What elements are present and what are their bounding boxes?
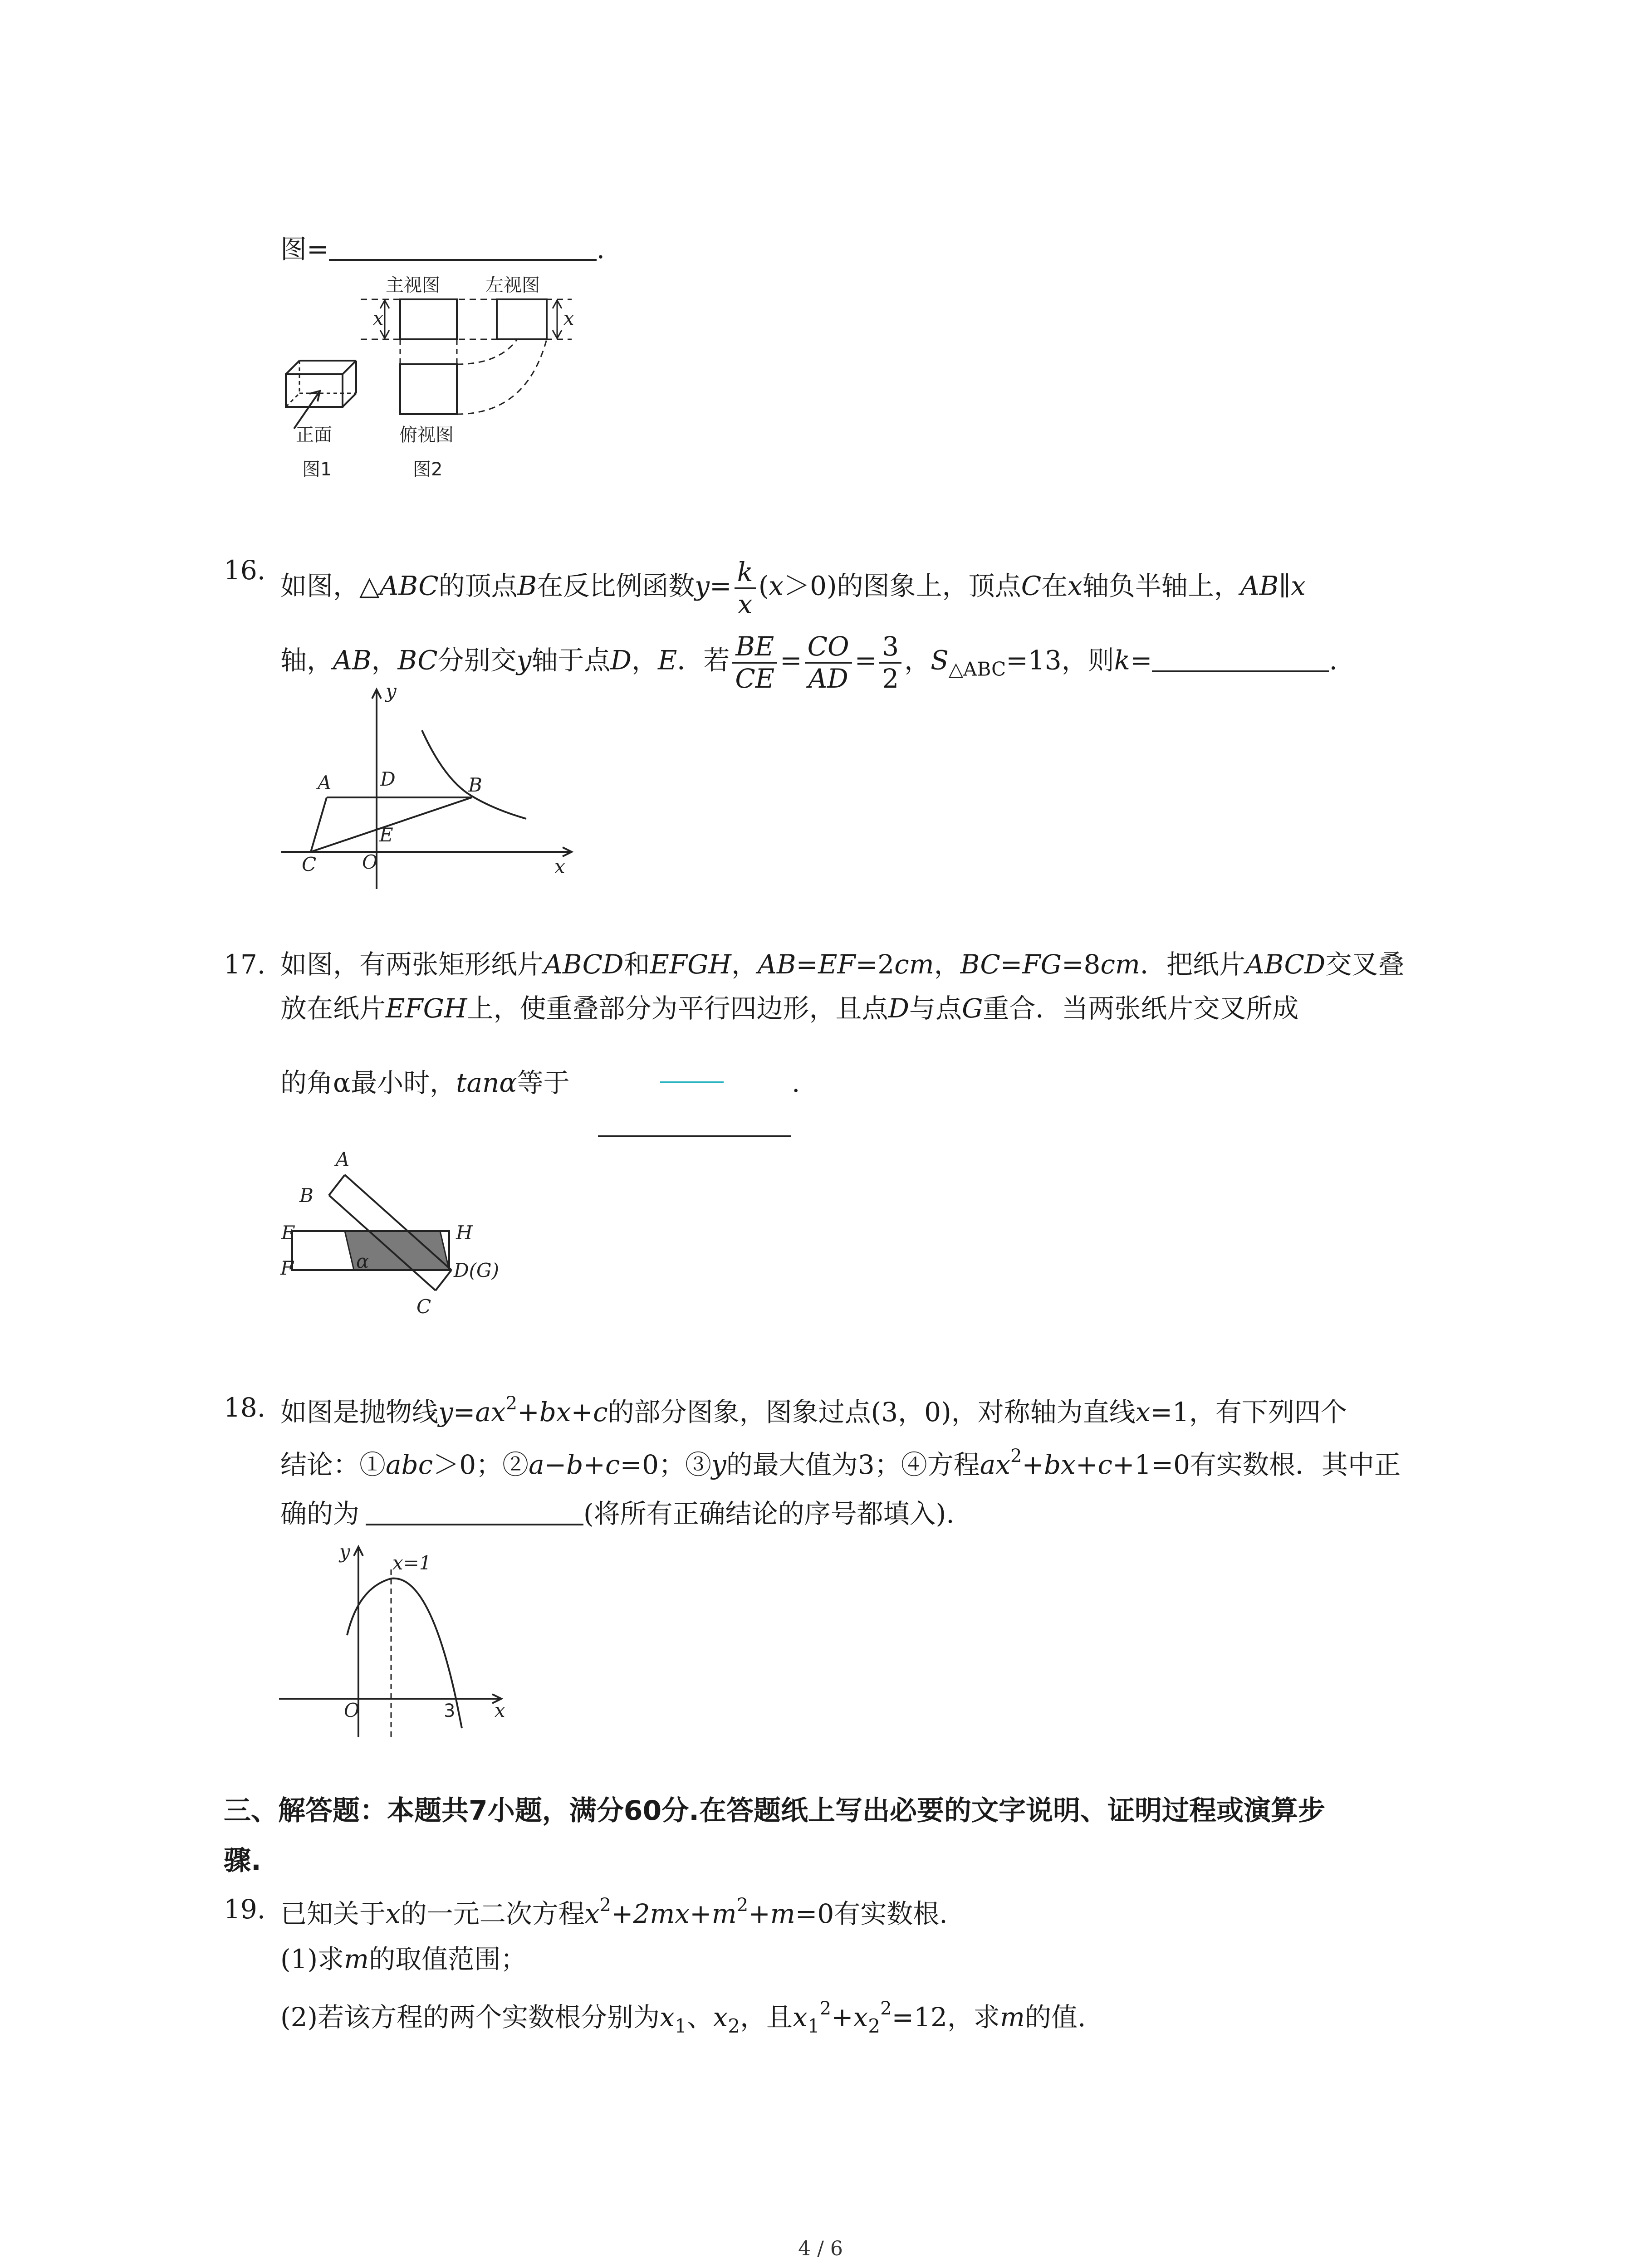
- faint-fraction-bar: [660, 1081, 724, 1083]
- q18-line2: 结论：①abc＞0；②a−b+c=0；③y的最大值为3；④方程$ax^2+bx+c+1=0$有实数根．其中正: [280, 1446, 1401, 1480]
- svg-text:3: 3: [444, 1701, 456, 1721]
- fraction-3-2: $\frac{3}{2}$: [879, 631, 901, 694]
- page-number: 4 / 6: [798, 2237, 843, 2260]
- q17-number: 17.: [224, 949, 266, 980]
- answer-blank[interactable]: [366, 1524, 583, 1525]
- q19-part2: (2)若该方程的两个实数根分别为$x_1$、$x_2$，且$x_1^2+x_2^2=12$，求m的值.: [280, 1998, 1086, 2037]
- q16-figure: [272, 680, 590, 894]
- svg-text:x: x: [495, 1699, 505, 1721]
- svg-text:E: E: [379, 824, 393, 846]
- q17-line3: 的角α最小时，tanα等于: [280, 1067, 570, 1098]
- q18-figure: [272, 1538, 526, 1742]
- svg-text:A: A: [336, 1148, 350, 1170]
- svg-text:B: B: [299, 1184, 314, 1207]
- svg-text:O: O: [362, 851, 378, 873]
- svg-text:y: y: [386, 680, 397, 702]
- svg-text:x: x: [554, 855, 565, 878]
- q17-figure: [272, 1139, 526, 1334]
- left-view-label: 左视图: [485, 275, 540, 296]
- q17-line2: 放在纸片EFGH上，使重叠部分为平行四边形，且点D与点G重合．当两张纸片交叉所成: [280, 993, 1299, 1024]
- q19-part1: (1)求m的取值范围；: [280, 1944, 527, 1975]
- fraction-k-over-x: $\frac{k}{x}$: [735, 557, 756, 619]
- q15-figure: [272, 272, 617, 490]
- fig2-caption: 图2: [413, 459, 443, 480]
- fig1-caption: 图1: [302, 459, 332, 480]
- svg-text:D: D: [380, 768, 396, 790]
- q19-line1: 已知关于x的一元二次方程$x^2+2mx+m^2+m=0$有实数根.: [280, 1895, 948, 1929]
- svg-text:O: O: [344, 1699, 360, 1721]
- fraction-be-ce: $\frac{BE}{CE}$: [732, 631, 777, 694]
- svg-text:D(G): D(G): [454, 1259, 499, 1281]
- svg-text:α: α: [356, 1250, 369, 1272]
- svg-text:B: B: [468, 774, 482, 796]
- q16-line2: 轴，AB，BC分别交y轴于点D，E．若 $\frac{BE}{CE}$ = $\frac{CO}{AD}$ = $\frac{3}{2}$ ，$S_{\triangle ABC}=13$，则k= .: [280, 631, 1337, 694]
- svg-text:H: H: [456, 1222, 473, 1244]
- svg-text:C: C: [302, 853, 317, 875]
- answer-blank[interactable]: [1152, 670, 1329, 672]
- svg-text:x=1: x=1: [392, 1552, 431, 1574]
- section-heading-line1: 三、解答题：本题共7小题，满分60分.在答题纸上写出必要的文字说明、证明过程或演算步: [224, 1795, 1326, 1827]
- svg-text:x: x: [563, 307, 574, 329]
- q16-line1: 如图，△ABC的顶点B在反比例函数y= $\frac{k}{x}$ (x＞0)的图象上，顶点C在x轴负半轴上，AB∥x: [280, 557, 1306, 620]
- svg-text:C: C: [416, 1295, 431, 1318]
- svg-text:y: y: [339, 1540, 350, 1563]
- svg-text:A: A: [318, 772, 332, 794]
- top-view-label: 俯视图: [399, 425, 454, 445]
- svg-text:x: x: [373, 307, 384, 329]
- q15-answer-line: 图= .: [280, 234, 605, 264]
- answer-blank[interactable]: [598, 1135, 791, 1137]
- main-view-label: 主视图: [386, 275, 440, 296]
- q19-number: 19.: [224, 1894, 266, 1925]
- answer-blank[interactable]: [329, 259, 597, 261]
- front-label: 正面: [296, 425, 332, 445]
- svg-text:E: E: [281, 1222, 295, 1244]
- q18-line3: 确的为 (将所有正确结论的序号都填入).: [280, 1498, 955, 1529]
- fraction-co-ad: $\frac{CO}{AD}$: [805, 631, 852, 694]
- svg-text:F: F: [280, 1257, 294, 1279]
- q16-number: 16.: [224, 555, 266, 586]
- q18-line1: 如图是抛物线$y=ax^2+bx+c$的部分图象，图象过点(3，0)，对称轴为直线x=1，有下列四个: [280, 1393, 1347, 1427]
- q17-line1: 如图，有两张矩形纸片ABCD和EFGH，AB=EF=2cm，BC=FG=8cm．把纸片ABCD交叉叠: [280, 949, 1405, 980]
- section-heading-line2: 骤.: [224, 1845, 261, 1877]
- q18-number: 18.: [224, 1392, 266, 1423]
